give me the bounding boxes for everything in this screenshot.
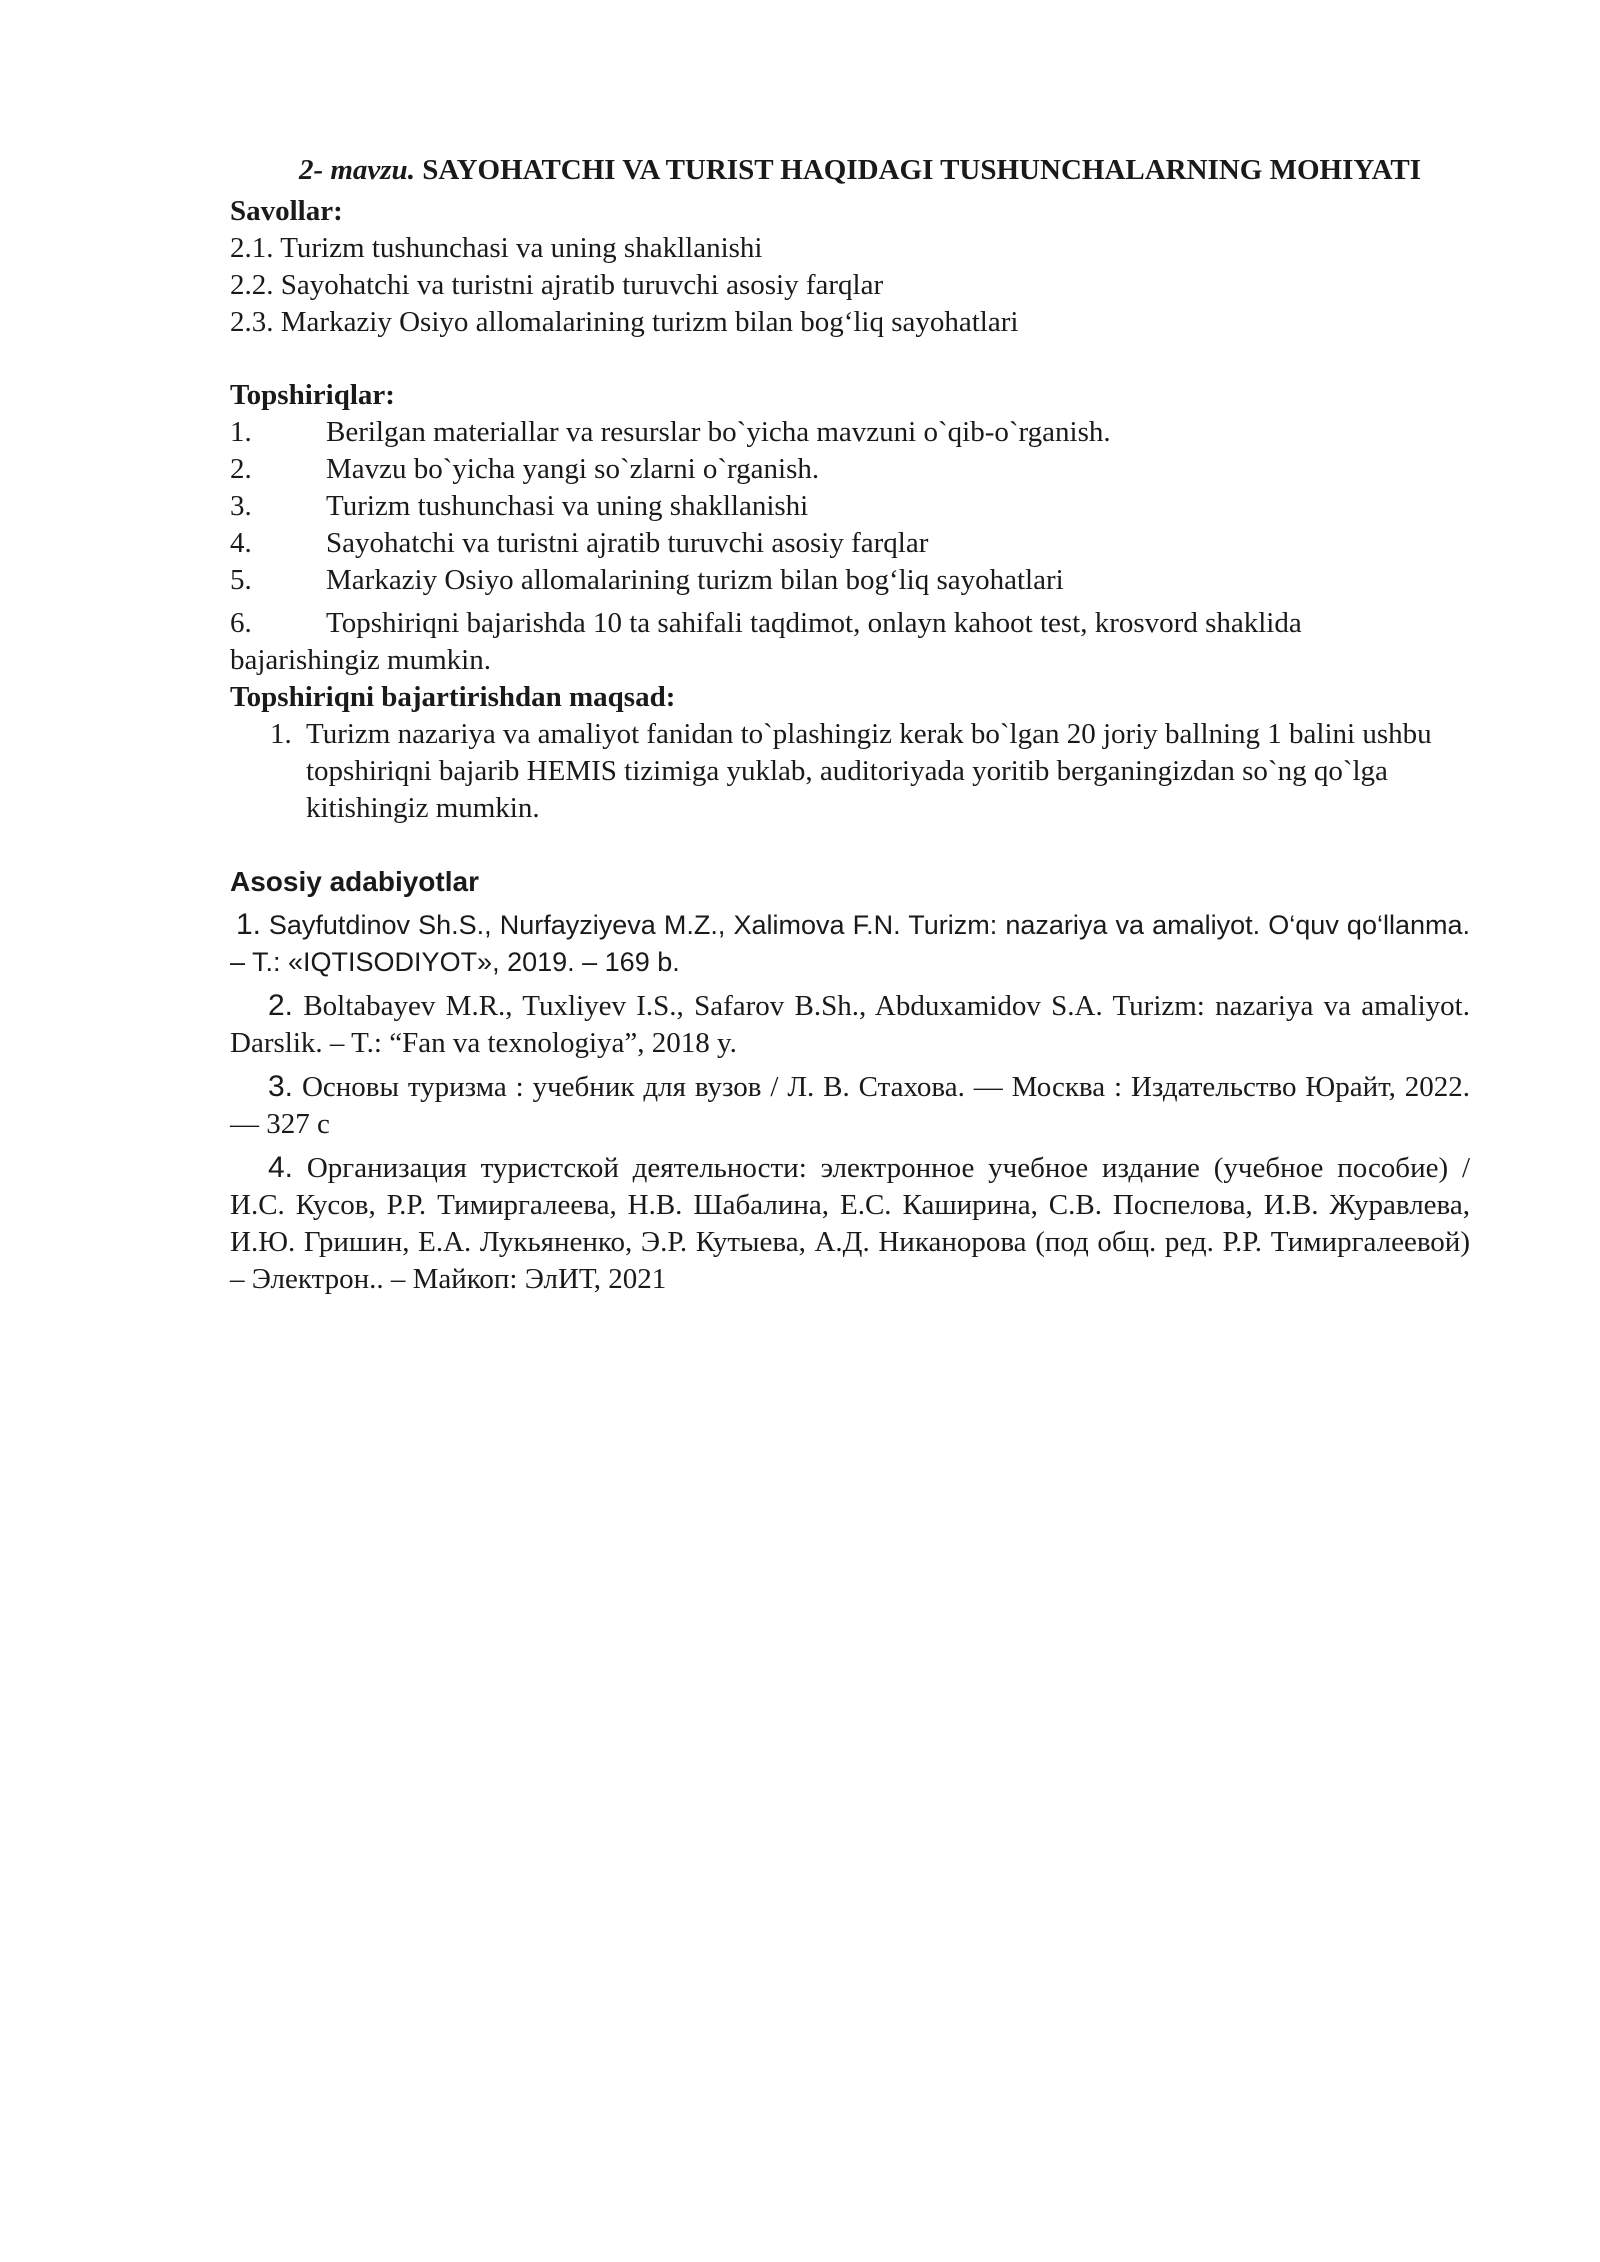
question-item: 2.3. Markaziy Osiyo allomalarining turizm bilan bog‘liq sayohatlari <box>230 306 1019 338</box>
task-number: 6. <box>230 607 252 639</box>
literature-number: 1. <box>236 908 262 941</box>
task-number: 2. <box>230 453 252 485</box>
task-item <box>230 414 1490 451</box>
topic-name: SAYOHATCHI VA TURIST HAQIDAGI TUSHUNCHALARNING MOHIYATI <box>422 154 1422 186</box>
literature-item <box>230 1068 1470 1143</box>
document-content <box>230 152 1490 1304</box>
task-text: Sayohatchi va turistni ajratib turuvchi asosiy farqlar <box>326 527 929 559</box>
literature-text: Boltabayev M.R., Tuxliyev I.S., Safarov B.Sh., Abduxamidov S.A. Turizm: nazariya va amaliyot. Darslik. – T.: “Fan va texnologiya”, 2018 y. <box>230 990 1470 1059</box>
topic-title <box>230 152 1490 189</box>
task-item <box>230 562 1490 599</box>
topic-number: 2- mavzu. <box>298 154 415 186</box>
task-text: Topshiriqni bajarishda 10 ta sahifali taqdimot, onlayn kahoot test, krosvord shaklida <box>326 607 1302 639</box>
literature-item <box>230 987 1470 1062</box>
literature-item <box>230 906 1470 981</box>
task-item <box>230 605 1490 642</box>
task-text: Turizm tushunchasi va uning shakllanishi <box>326 490 809 522</box>
question-item: 2.2. Sayohatchi va turistni ajratib turuvchi asosiy farqlar <box>230 269 884 301</box>
task-number: 1. <box>230 416 252 448</box>
task-text: Markaziy Osiyo allomalarining turizm bilan bog‘liq sayohatlari <box>326 564 1064 596</box>
literature-number: 2. <box>268 989 294 1022</box>
goal-heading: Topshiriqni bajartirishdan maqsad: <box>230 681 676 713</box>
literature-number: 4. <box>268 1151 294 1184</box>
literature-item <box>230 1149 1470 1298</box>
question-item: 2.1. Turizm tushunchasi va uning shakllanishi <box>230 232 763 264</box>
literature-text: Организация туристской деятельности: электронное учебное издание (учебное пособие) / И.С. Кусов, Р.Р. Тимиргалеева, Н.В. Шабалина, Е.С. Каширина, С.В. Поспелова, И.В. Журавлева, И.Ю. Гришин, Е.А. Лукьяненко, Э.Р. Кутыева, А.Д. Никанорова (под общ. ред. Р.Р. Тимиргалеевой) – Электрон.. – Майкоп: ЭлИТ, 2021 <box>230 1152 1470 1295</box>
questions-heading: Savollar: <box>230 195 343 227</box>
tasks-heading: Topshiriqlar: <box>230 379 395 411</box>
task-number: 4. <box>230 527 252 559</box>
goal-item <box>270 716 1490 827</box>
literature-number: 3. <box>268 1070 294 1103</box>
literature-text: Sayfutdinov Sh.S., Nurfayziyeva M.Z., Xalimova F.N. Turizm: nazariya va amaliyot. O‘quv qo‘llanma. – T.: «IQTISODIYOT», 2019. – 169 b. <box>230 910 1470 977</box>
task-text: Mavzu bo`yicha yangi so`zlarni o`rganish. <box>326 453 820 485</box>
literature-heading: Asosiy adabiyotlar <box>230 866 479 897</box>
task-item <box>230 451 1490 488</box>
task-number: 5. <box>230 564 252 596</box>
task-item <box>230 488 1490 525</box>
task-text: Berilgan materiallar va resurslar bo`yicha mavzuni o`qib-o`rganish. <box>326 416 1111 448</box>
goal-number: 1. <box>270 718 292 750</box>
literature-text: Основы туризма : учебник для вузов / Л. В. Стахова. — Москва : Издательство Юрайт, 2022. — 327 с <box>230 1071 1471 1140</box>
task-item <box>230 525 1490 562</box>
task-continuation: bajarishingiz mumkin. <box>230 644 491 676</box>
task-number: 3. <box>230 490 252 522</box>
goal-text: Turizm nazariya va amaliyot fanidan to`plashingiz kerak bo`lgan 20 joriy ballning 1 balini ushbu topshiriqni bajarib HEMIS tizimiga yuklab, auditoriyada yoritib berganingizdan so`ng qo`lga kitishingiz mumkin. <box>306 718 1432 824</box>
